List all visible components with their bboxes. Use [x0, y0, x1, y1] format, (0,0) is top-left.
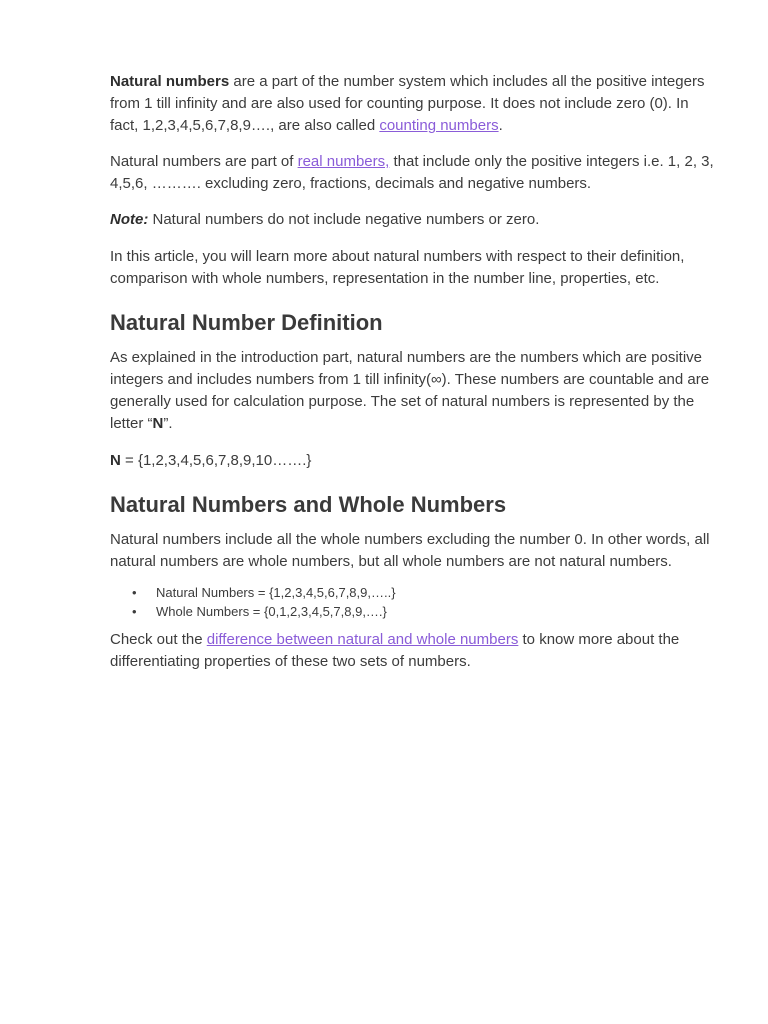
- intro-text: are a part of the number system which includes all the positive integers from 1 till infinity and are also used for counting purpose. It does not include zero (0). In fact, 1,2,3,4,5,6,7,8,9…., are also called: [110, 73, 705, 134]
- difference-link[interactable]: difference between natural and whole numbers: [206, 631, 519, 648]
- whole-numbers-paragraph: Natural numbers include all the whole numbers excluding the number 0. In other words, all natural numbers are whole numbers, but all whole numbers are not natural numbers.: [110, 531, 710, 570]
- whole-numbers-heading: Natural Numbers and Whole Numbers: [110, 492, 507, 517]
- list-item: [132, 602, 716, 621]
- list-item-text: Natural Numbers = {1,2,3,4,5,6,7,8,9,…..}: [156, 585, 396, 600]
- definition-paragraph: [110, 347, 716, 435]
- check-out-text-1: Check out the: [110, 631, 207, 648]
- list-item-text: Whole Numbers = {0,1,2,3,4,5,7,8,9,….}: [156, 604, 387, 619]
- real-numbers-text-1: Natural numbers are part of: [110, 153, 298, 170]
- intro-paragraph: [110, 71, 716, 137]
- number-sets-list: [110, 583, 716, 621]
- check-out-text-2: to know more about the differentiating properties of these two sets of numbers.: [110, 631, 680, 670]
- definition-text: As explained in the introduction part, natural numbers are the numbers which are positive integers and includes numbers from 1 till infinity(∞). These numbers are countable and are generally used for calculation purpose. The set of natural numbers is represented by the letter “: [110, 349, 710, 432]
- definition-end: ”.: [163, 415, 173, 432]
- note-text: Natural numbers do not include negative numbers or zero.: [148, 211, 540, 228]
- letter-n: N: [152, 415, 164, 432]
- note-label: Note:: [110, 211, 149, 228]
- real-numbers-paragraph: [110, 151, 716, 195]
- definition-heading: Natural Number Definition: [110, 310, 383, 335]
- article-body: [110, 71, 716, 673]
- list-item: [132, 583, 716, 602]
- intro-end: .: [498, 117, 503, 134]
- set-values: = {1,2,3,4,5,6,7,8,9,10…….}: [120, 452, 312, 469]
- bullet-icon: •: [132, 585, 137, 600]
- check-out-paragraph: [110, 629, 716, 673]
- article-overview-paragraph: In this article, you will learn more about natural numbers with respect to their definition, comparison with whole numbers, representation in the number line, properties, etc.: [110, 248, 685, 287]
- real-numbers-link[interactable]: real numbers,: [297, 153, 390, 170]
- term-natural-numbers: Natural numbers: [110, 73, 230, 90]
- counting-numbers-link[interactable]: counting numbers: [379, 117, 499, 134]
- real-numbers-text-2: that include only the positive integers i.e. 1, 2, 3, 4,5,6, ………. excluding zero, fractions, decimals and negative numbers.: [110, 153, 714, 192]
- bullet-icon: •: [132, 604, 137, 619]
- set-notation: [110, 450, 716, 472]
- set-label: N: [110, 452, 121, 469]
- note-paragraph: [110, 209, 716, 231]
